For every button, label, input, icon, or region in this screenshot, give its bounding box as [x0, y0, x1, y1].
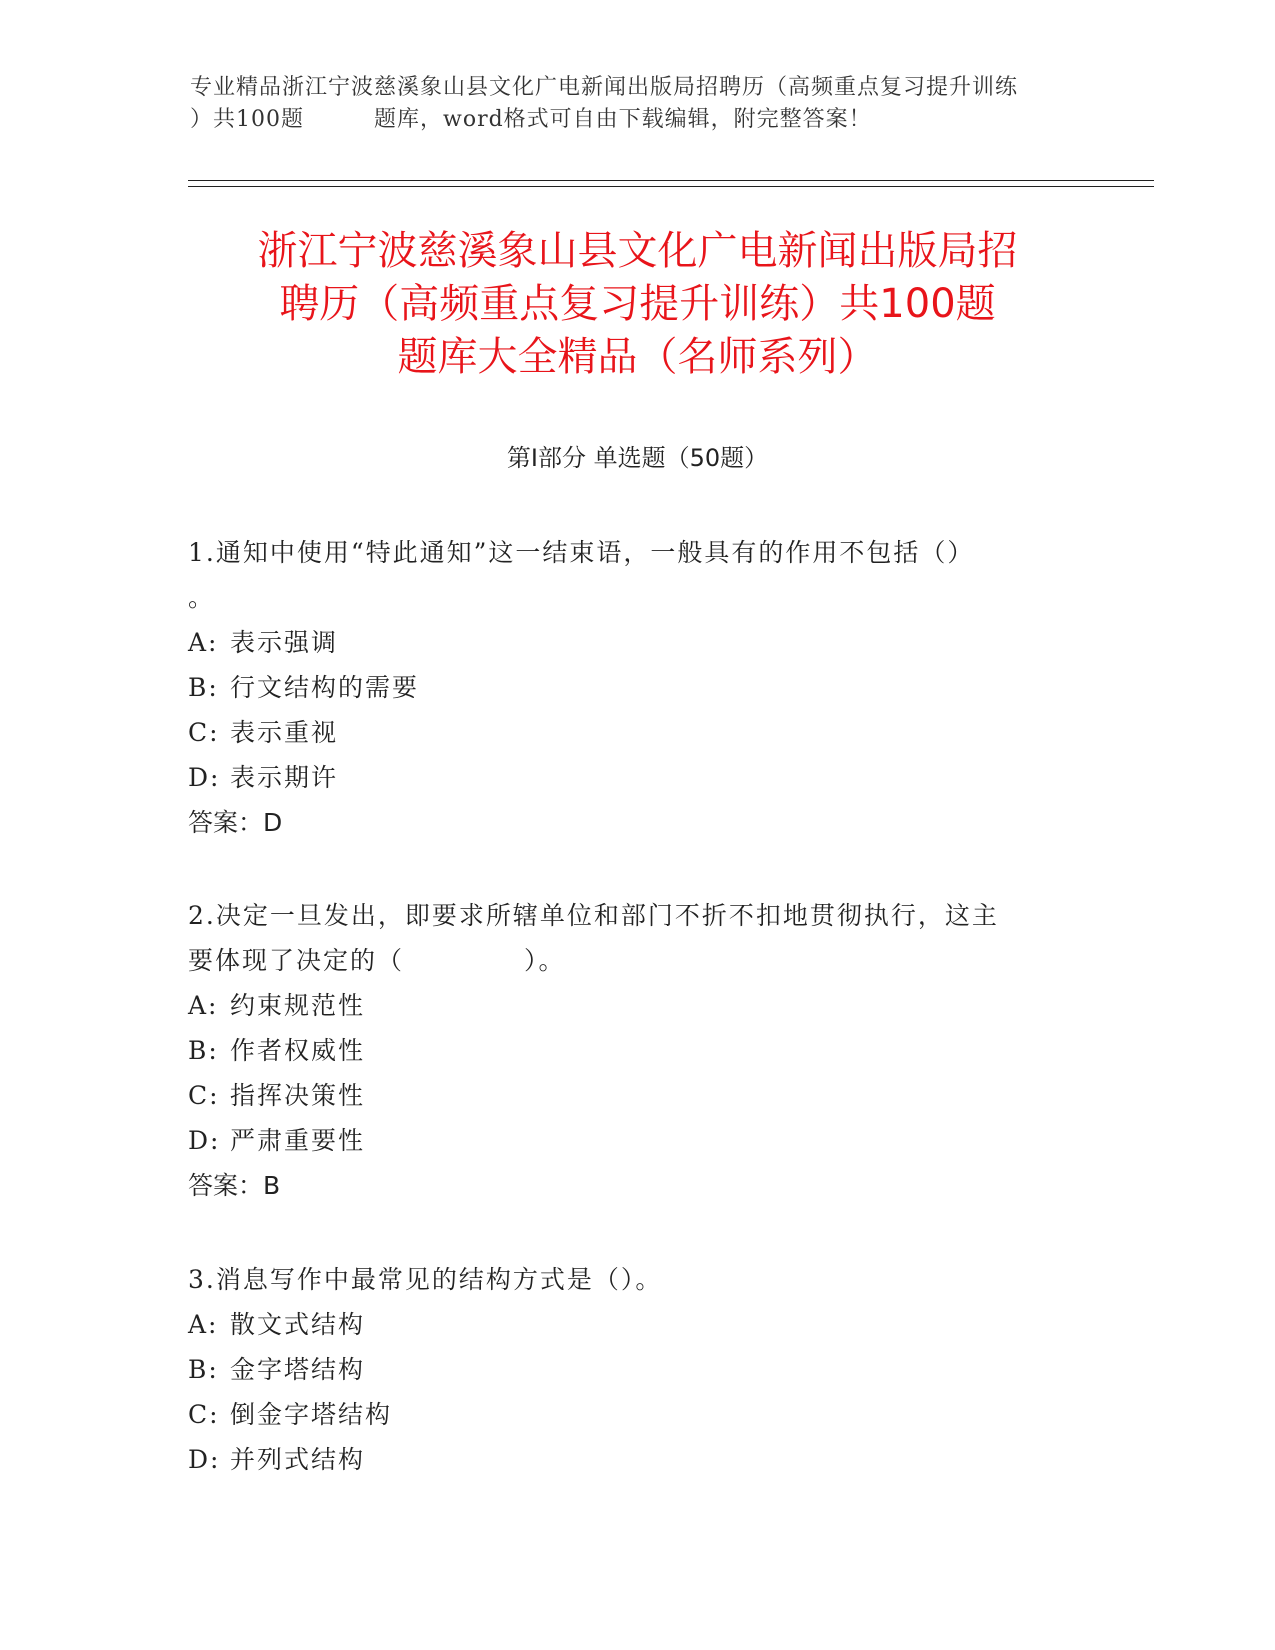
- question-1-answer: 答案：D: [188, 808, 283, 837]
- header-note-line-2-start: ）共100题: [190, 107, 304, 132]
- document-title-line-3: 题库大全精品（名师系列）: [397, 334, 878, 380]
- question-3-option-c: [188, 1392, 1068, 1437]
- option-text: 指挥决策性: [230, 1081, 366, 1110]
- question-3-option-d: [188, 1437, 1068, 1482]
- option-letter: A:: [188, 628, 219, 657]
- option-letter: B:: [188, 1355, 219, 1384]
- question-2-stem: 2.决定一旦发出，即要求所辖单位和部门不折不扣地贯彻执行，这主: [188, 901, 999, 930]
- question-1: [188, 530, 1068, 845]
- option-letter: A:: [188, 1310, 219, 1339]
- document-title-line-1: 浙江宁波慈溪象山县文化广电新闻出版局招: [257, 228, 1018, 274]
- option-text: 行文结构的需要: [230, 673, 420, 702]
- header-divider-bottom: [188, 186, 1154, 187]
- option-text: 表示强调: [230, 628, 339, 657]
- section-heading: 第Ⅰ部分 单选题（50题）: [506, 444, 769, 472]
- question-2-answer: 答案：B: [188, 1171, 281, 1200]
- option-text: 表示重视: [230, 718, 339, 747]
- header-note: [190, 72, 1090, 136]
- question-1-option-d: [188, 755, 1068, 800]
- question-2-stem-line-2-end: ）。: [524, 946, 566, 975]
- question-2-option-d: [188, 1118, 1068, 1163]
- option-letter: D:: [188, 1445, 221, 1474]
- option-letter: A:: [188, 991, 219, 1020]
- option-letter: B:: [188, 673, 219, 702]
- option-letter: C:: [188, 1081, 220, 1110]
- option-text: 散文式结构: [230, 1310, 366, 1339]
- question-2-option-a: [188, 983, 1068, 1028]
- question-3-stem: 3.消息写作中最常见的结构方式是（）。: [188, 1265, 663, 1294]
- question-1-option-c: [188, 710, 1068, 755]
- option-letter: D:: [188, 1126, 221, 1155]
- document-title-line-2: 聘历（高频重点复习提升训练）共100题: [279, 281, 996, 327]
- option-text: 表示期许: [230, 763, 339, 792]
- question-1-stem: 1.通知中使用“特此通知”这一结束语，一般具有的作用不包括（）: [188, 538, 975, 567]
- option-letter: B:: [188, 1036, 219, 1065]
- question-2-option-b: [188, 1028, 1068, 1073]
- question-2-option-c: [188, 1073, 1068, 1118]
- header-note-line-2: [190, 104, 1090, 136]
- question-3-option-b: [188, 1347, 1068, 1392]
- header-note-line-1: 专业精品浙江宁波慈溪象山县文化广电新闻出版局招聘历（高频重点复习提升训练: [190, 75, 1019, 100]
- option-text: 金字塔结构: [230, 1355, 366, 1384]
- question-2: [188, 893, 1068, 1208]
- header-note-line-2-end: 题库，word格式可自由下载编辑，附完整答案！: [374, 107, 872, 132]
- option-text: 倒金字塔结构: [230, 1400, 393, 1429]
- document-title: [150, 225, 1125, 384]
- question-3-option-a: [188, 1302, 1068, 1347]
- question-1-option-b: [188, 665, 1068, 710]
- question-1-stem-tail: 。: [188, 583, 216, 612]
- question-1-option-a: [188, 620, 1068, 665]
- question-2-stem-line-2-start: 要体现了决定的（: [188, 946, 405, 975]
- header-divider-top: [188, 180, 1154, 181]
- option-letter: C:: [188, 1400, 220, 1429]
- option-text: 严肃重要性: [230, 1126, 366, 1155]
- question-2-stem-line-2: [188, 938, 1068, 983]
- option-letter: D:: [188, 763, 221, 792]
- option-text: 作者权威性: [230, 1036, 366, 1065]
- option-text: 并列式结构: [230, 1445, 366, 1474]
- option-letter: C:: [188, 718, 220, 747]
- option-text: 约束规范性: [230, 991, 366, 1020]
- question-3: [188, 1257, 1068, 1482]
